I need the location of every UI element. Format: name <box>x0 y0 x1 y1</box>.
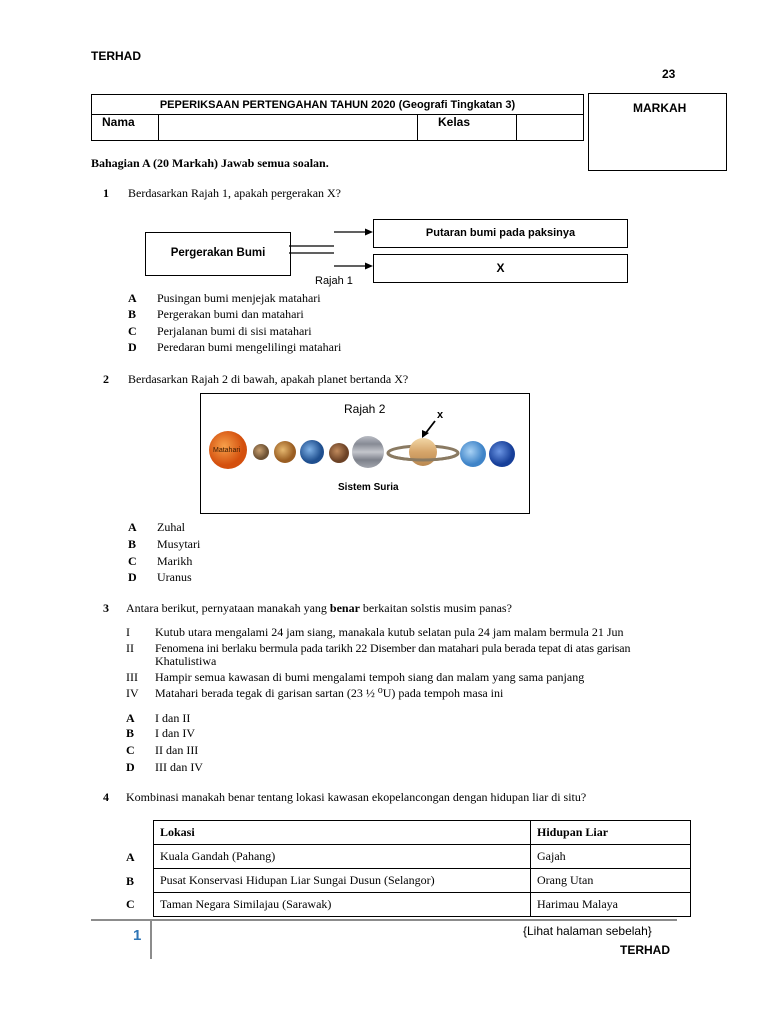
statement-numeral: I <box>126 625 130 639</box>
name-label: Nama <box>92 115 159 141</box>
q4-row-letter-a[interactable]: A <box>126 850 135 864</box>
class-label: Kelas <box>418 115 517 141</box>
option-text: I dan IV <box>155 726 195 740</box>
q1-bottom-box <box>373 254 628 283</box>
statement-text: Matahari berada tegak di garisan sartan (23 ½ ⁰U) pada tempoh masa ini <box>155 686 504 700</box>
q1-caption: Rajah 1 <box>315 275 353 287</box>
footer-restricted-label: TERHAD <box>620 943 670 957</box>
option-text: Pusingan bumi menjejak matahari <box>157 291 321 305</box>
statement-numeral: III <box>126 670 138 684</box>
q1-bottom-label: X <box>496 261 505 275</box>
row-wildlife: Gajah <box>531 845 691 869</box>
option-letter: C <box>128 324 137 338</box>
q2-text: Berdasarkan Rajah 2 di bawah, apakah planet bertanda X? <box>128 372 409 386</box>
q3-text-after: berkaitan solstis musim panas? <box>359 601 512 615</box>
jupiter-icon <box>352 436 384 468</box>
q1-top-label: Putaran bumi pada paksinya <box>425 227 576 239</box>
option-text: Uranus <box>157 570 192 584</box>
q3-text-bold: benar <box>329 601 360 615</box>
option-letter: D <box>128 340 137 354</box>
section-title: Bahagian A (20 Markah) Jawab semua soalan. <box>91 156 329 170</box>
option-text: II dan III <box>155 743 199 757</box>
marks-box <box>588 93 727 171</box>
option-text: Marikh <box>157 554 193 568</box>
marks-label: MARKAH <box>633 101 687 115</box>
row-location: Taman Negara Similajau (Sarawak) <box>154 893 531 917</box>
saturn-icon <box>388 438 458 466</box>
option-text: Pergerakan bumi dan matahari <box>157 307 304 321</box>
row-wildlife: Harimau Malaya <box>531 893 691 917</box>
row-location: Kuala Gandah (Pahang) <box>154 845 531 869</box>
row-wildlife: Orang Utan <box>531 869 691 893</box>
footer-rule <box>91 919 677 921</box>
q2-caption: Rajah 2 <box>344 402 386 416</box>
table-row <box>154 845 691 869</box>
q1-text: Berdasarkan Rajah 1, apakah pergerakan X? <box>128 186 342 200</box>
statement-text: Fenomena ini berlaku bermula pada tarikh 22 Disember dan matahari pula berada tepat di atas garisan <box>155 641 631 655</box>
q1-arrowhead-top <box>365 229 373 236</box>
header-location: Lokasi <box>154 821 531 845</box>
exam-header-table <box>91 94 584 141</box>
next-page-note: {Lihat halaman sebelah} <box>523 924 652 938</box>
q2-number: 2 <box>103 372 109 386</box>
sun-label: Matahari <box>213 447 241 454</box>
option-letter: D <box>126 760 135 774</box>
option-letter: C <box>126 743 135 757</box>
option-letter: B <box>126 726 135 740</box>
option-letter: A <box>128 520 137 534</box>
statement-text: Hampir semua kawasan di bumi mengalami tempoh siang dan malam yang sama panjang <box>155 670 585 684</box>
header-wildlife: Hidupan Liar <box>531 821 691 845</box>
name-field[interactable] <box>159 115 418 141</box>
statement-numeral: IV <box>126 686 139 700</box>
q3-number: 3 <box>103 601 109 615</box>
q1-arrows <box>289 224 379 274</box>
option-letter: B <box>128 307 137 321</box>
statement-text: Kutub utara mengalami 24 jam siang, manakala kutub selatan pula 24 jam malam bermula 21 Jun <box>155 625 624 639</box>
venus-icon <box>274 441 296 463</box>
q1-top-box <box>373 219 628 248</box>
option-text: Peredaran bumi mengelilingi matahari <box>157 340 342 354</box>
option-text: III dan IV <box>155 760 203 774</box>
restricted-label: TERHAD <box>91 49 141 63</box>
q3-text <box>126 601 512 616</box>
option-text: Musytari <box>157 537 201 551</box>
neptune-icon <box>489 441 515 467</box>
q1-arrowhead-bottom <box>365 263 373 270</box>
q4-text: Kombinasi manakah benar tentang lokasi kawasan ekopelancongan dengan hidupan liar di situ? <box>126 790 587 804</box>
option-letter: A <box>126 711 135 725</box>
table-row <box>154 893 691 917</box>
q2-marker: x <box>437 409 444 421</box>
statement-text-continued: Khatulistiwa <box>155 654 217 668</box>
mercury-icon <box>253 444 269 460</box>
q4-number: 4 <box>103 790 109 804</box>
option-text: I dan II <box>155 711 191 725</box>
mars-icon <box>329 443 349 463</box>
q1-source-label: Pergerakan Bumi <box>170 247 266 259</box>
table-header-row <box>154 821 691 845</box>
system-label: Sistem Suria <box>338 482 399 493</box>
q4-row-letter-c[interactable]: C <box>126 897 135 911</box>
page-number: 1 <box>133 927 142 944</box>
option-text: Perjalanan bumi di sisi matahari <box>157 324 312 338</box>
option-letter: C <box>128 554 137 568</box>
solar-system-diagram <box>200 393 530 514</box>
q3-text-before: Antara berikut, pernyataan manakah yang <box>126 601 330 615</box>
class-field[interactable] <box>517 115 584 141</box>
option-letter: D <box>128 570 137 584</box>
table-row <box>154 869 691 893</box>
statement-numeral: II <box>126 641 134 655</box>
earth-icon <box>300 440 324 464</box>
exam-title: PEPERIKSAAN PERTENGAHAN TAHUN 2020 (Geografi Tingkatan 3) <box>92 95 584 115</box>
option-text: Zuhal <box>157 520 185 534</box>
page-code: 23 <box>662 67 676 81</box>
footer-divider <box>150 921 152 959</box>
uranus-icon <box>460 441 486 467</box>
q1-number: 1 <box>103 186 109 200</box>
q1-source-box <box>145 232 291 276</box>
q4-row-letter-b[interactable]: B <box>126 874 135 888</box>
q4-table <box>153 820 691 917</box>
row-location: Pusat Konservasi Hidupan Liar Sungai Dusun (Selangor) <box>154 869 531 893</box>
option-letter: A <box>128 291 137 305</box>
option-letter: B <box>128 537 137 551</box>
